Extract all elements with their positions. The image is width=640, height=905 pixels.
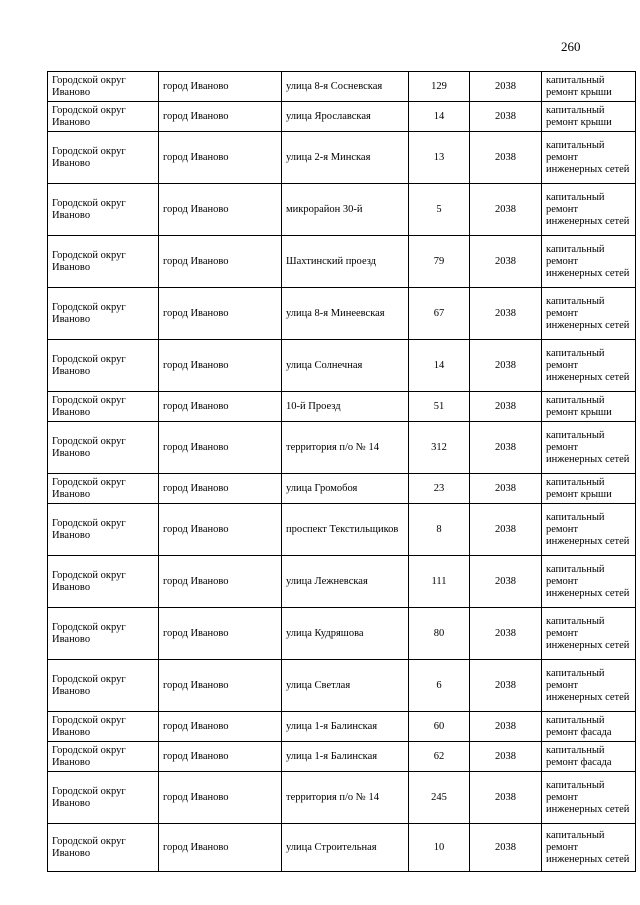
work-type-cell: капитальный ремонт инженерных сетей: [542, 422, 636, 474]
locality-cell: город Иваново: [159, 712, 282, 742]
year-cell: 2038: [470, 824, 542, 872]
table-row: [48, 474, 636, 504]
street-cell: микрорайон 30-й: [282, 184, 409, 236]
street-cell: территория п/о № 14: [282, 422, 409, 474]
locality-cell: город Иваново: [159, 660, 282, 712]
street-cell: проспект Текстильщиков: [282, 504, 409, 556]
locality-cell: город Иваново: [159, 772, 282, 824]
locality-cell: город Иваново: [159, 608, 282, 660]
year-cell: 2038: [470, 132, 542, 184]
house-number-cell: 8: [409, 504, 470, 556]
street-cell: улица 8-я Минеевская: [282, 288, 409, 340]
district-cell: Городской округ Иваново: [48, 184, 159, 236]
work-type-cell: капитальный ремонт крыши: [542, 102, 636, 132]
repair-schedule-table: [47, 71, 636, 872]
house-number-cell: 5: [409, 184, 470, 236]
district-cell: Городской округ Иваново: [48, 660, 159, 712]
work-type-cell: капитальный ремонт инженерных сетей: [542, 340, 636, 392]
work-type-cell: капитальный ремонт крыши: [542, 392, 636, 422]
district-cell: Городской округ Иваново: [48, 236, 159, 288]
house-number-cell: 60: [409, 712, 470, 742]
locality-cell: город Иваново: [159, 184, 282, 236]
street-cell: улица Светлая: [282, 660, 409, 712]
table-row: [48, 608, 636, 660]
work-type-cell: капитальный ремонт фасада: [542, 712, 636, 742]
locality-cell: город Иваново: [159, 236, 282, 288]
street-cell: улица Строительная: [282, 824, 409, 872]
table-row: [48, 184, 636, 236]
table-row: [48, 132, 636, 184]
year-cell: 2038: [470, 340, 542, 392]
work-type-cell: капитальный ремонт инженерных сетей: [542, 132, 636, 184]
work-type-cell: капитальный ремонт крыши: [542, 474, 636, 504]
locality-cell: город Иваново: [159, 340, 282, 392]
locality-cell: город Иваново: [159, 504, 282, 556]
district-cell: Городской округ Иваново: [48, 824, 159, 872]
work-type-cell: капитальный ремонт инженерных сетей: [542, 236, 636, 288]
year-cell: 2038: [470, 288, 542, 340]
street-cell: улица Лежневская: [282, 556, 409, 608]
year-cell: 2038: [470, 608, 542, 660]
locality-cell: город Иваново: [159, 422, 282, 474]
work-type-cell: капитальный ремонт инженерных сетей: [542, 556, 636, 608]
table-row: [48, 504, 636, 556]
year-cell: 2038: [470, 72, 542, 102]
table-row: [48, 660, 636, 712]
house-number-cell: 51: [409, 392, 470, 422]
year-cell: 2038: [470, 742, 542, 772]
work-type-cell: капитальный ремонт крыши: [542, 72, 636, 102]
street-cell: улица Громобоя: [282, 474, 409, 504]
street-cell: улица 1-я Балинская: [282, 742, 409, 772]
table-row: [48, 236, 636, 288]
district-cell: Городской округ Иваново: [48, 772, 159, 824]
page-number: 260: [561, 39, 581, 54]
year-cell: 2038: [470, 184, 542, 236]
locality-cell: город Иваново: [159, 474, 282, 504]
street-cell: территория п/о № 14: [282, 772, 409, 824]
table-row: [48, 772, 636, 824]
locality-cell: город Иваново: [159, 288, 282, 340]
house-number-cell: 14: [409, 340, 470, 392]
district-cell: Городской округ Иваново: [48, 392, 159, 422]
year-cell: 2038: [470, 556, 542, 608]
house-number-cell: 80: [409, 608, 470, 660]
house-number-cell: 79: [409, 236, 470, 288]
district-cell: Городской округ Иваново: [48, 340, 159, 392]
table-row: [48, 340, 636, 392]
house-number-cell: 62: [409, 742, 470, 772]
locality-cell: город Иваново: [159, 556, 282, 608]
street-cell: 10-й Проезд: [282, 392, 409, 422]
district-cell: Городской округ Иваново: [48, 504, 159, 556]
house-number-cell: 67: [409, 288, 470, 340]
house-number-cell: 23: [409, 474, 470, 504]
house-number-cell: 245: [409, 772, 470, 824]
house-number-cell: 14: [409, 102, 470, 132]
district-cell: Городской округ Иваново: [48, 712, 159, 742]
locality-cell: город Иваново: [159, 102, 282, 132]
table-row: [48, 422, 636, 474]
work-type-cell: капитальный ремонт инженерных сетей: [542, 504, 636, 556]
work-type-cell: капитальный ремонт инженерных сетей: [542, 772, 636, 824]
year-cell: 2038: [470, 392, 542, 422]
district-cell: Городской округ Иваново: [48, 132, 159, 184]
table-row: [48, 824, 636, 872]
district-cell: Городской округ Иваново: [48, 288, 159, 340]
year-cell: 2038: [470, 422, 542, 474]
table-row: [48, 556, 636, 608]
locality-cell: город Иваново: [159, 132, 282, 184]
work-type-cell: капитальный ремонт инженерных сетей: [542, 184, 636, 236]
house-number-cell: 10: [409, 824, 470, 872]
year-cell: 2038: [470, 660, 542, 712]
year-cell: 2038: [470, 504, 542, 556]
street-cell: улица Ярославская: [282, 102, 409, 132]
locality-cell: город Иваново: [159, 824, 282, 872]
table-row: [48, 72, 636, 102]
locality-cell: город Иваново: [159, 742, 282, 772]
house-number-cell: 111: [409, 556, 470, 608]
district-cell: Городской округ Иваново: [48, 422, 159, 474]
street-cell: улица Кудряшова: [282, 608, 409, 660]
table-row: [48, 288, 636, 340]
locality-cell: город Иваново: [159, 392, 282, 422]
house-number-cell: 13: [409, 132, 470, 184]
year-cell: 2038: [470, 236, 542, 288]
street-cell: улица 8-я Сосневская: [282, 72, 409, 102]
district-cell: Городской округ Иваново: [48, 474, 159, 504]
year-cell: 2038: [470, 712, 542, 742]
street-cell: улица Солнечная: [282, 340, 409, 392]
street-cell: улица 2-я Минская: [282, 132, 409, 184]
work-type-cell: капитальный ремонт инженерных сетей: [542, 608, 636, 660]
work-type-cell: капитальный ремонт инженерных сетей: [542, 824, 636, 872]
street-cell: Шахтинский проезд: [282, 236, 409, 288]
table-row: [48, 712, 636, 742]
table-row: [48, 742, 636, 772]
work-type-cell: капитальный ремонт фасада: [542, 742, 636, 772]
district-cell: Городской округ Иваново: [48, 608, 159, 660]
district-cell: Городской округ Иваново: [48, 72, 159, 102]
district-cell: Городской округ Иваново: [48, 742, 159, 772]
house-number-cell: 129: [409, 72, 470, 102]
year-cell: 2038: [470, 102, 542, 132]
work-type-cell: капитальный ремонт инженерных сетей: [542, 288, 636, 340]
year-cell: 2038: [470, 474, 542, 504]
district-cell: Городской округ Иваново: [48, 102, 159, 132]
house-number-cell: 6: [409, 660, 470, 712]
street-cell: улица 1-я Балинская: [282, 712, 409, 742]
locality-cell: город Иваново: [159, 72, 282, 102]
house-number-cell: 312: [409, 422, 470, 474]
year-cell: 2038: [470, 772, 542, 824]
district-cell: Городской округ Иваново: [48, 556, 159, 608]
table-row: [48, 392, 636, 422]
table-row: [48, 102, 636, 132]
work-type-cell: капитальный ремонт инженерных сетей: [542, 660, 636, 712]
